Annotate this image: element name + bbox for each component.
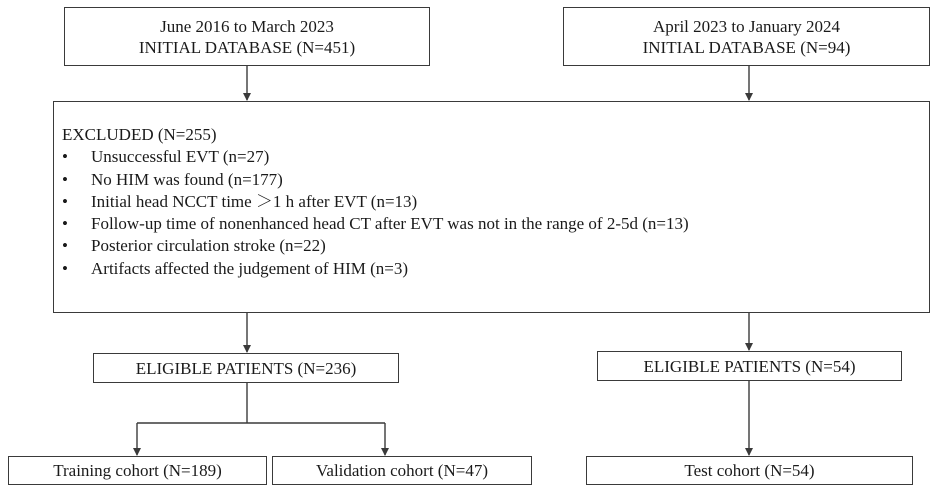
- excluded-item-text: Unsuccessful EVT (n=27): [91, 147, 270, 167]
- right-initial-database-box: [563, 7, 930, 66]
- bullet: •: [62, 169, 68, 189]
- excluded-item-text: Artifacts affected the judgement of HIM (n=3): [91, 258, 409, 278]
- excluded-item: [62, 169, 929, 191]
- bullet: •: [62, 236, 68, 256]
- left-db-count: INITIAL DATABASE (N=451): [138, 37, 356, 57]
- excluded-item: [62, 258, 929, 280]
- bullet: •: [62, 191, 68, 211]
- excluded-item-text: Initial head NCCT time ＞1 h after EVT (n=13): [91, 191, 418, 211]
- excluded-item-text: No HIM was found (n=177): [91, 169, 283, 189]
- test-cohort-box: [586, 456, 913, 485]
- excluded-item-text: Follow-up time of nonenhanced head CT after EVT was not in the range of 2-5d (n=13): [91, 214, 689, 234]
- test-cohort-label: Test cohort (N=54): [684, 461, 815, 480]
- training-cohort-label: Training cohort (N=189): [53, 461, 222, 480]
- right-db-period: April 2023 to January 2024: [653, 16, 840, 36]
- excluded-item: [62, 235, 929, 257]
- left-db-period: June 2016 to March 2023: [160, 16, 334, 36]
- validation-cohort-label: Validation cohort (N=47): [316, 461, 488, 480]
- eligible-left-label: ELIGIBLE PATIENTS (N=236): [135, 358, 357, 378]
- excluded-box: [53, 101, 930, 313]
- excluded-title: EXCLUDED (N=255): [62, 125, 217, 144]
- right-db-count: INITIAL DATABASE (N=94): [642, 37, 851, 57]
- excluded-item: [62, 191, 929, 213]
- eligible-right-box: [597, 351, 902, 381]
- bullet: •: [62, 147, 68, 167]
- eligible-right-label: ELIGIBLE PATIENTS (N=54): [643, 356, 856, 376]
- excluded-list: [62, 146, 929, 280]
- bullet: •: [62, 214, 68, 234]
- validation-cohort-box: [272, 456, 532, 485]
- training-cohort-box: [8, 456, 267, 485]
- excluded-item: [62, 213, 929, 235]
- excluded-item: [62, 146, 929, 168]
- excluded-item-text: Posterior circulation stroke (n=22): [91, 236, 326, 256]
- eligible-left-box: [93, 353, 399, 383]
- left-initial-database-box: [64, 7, 430, 66]
- bullet: •: [62, 258, 68, 278]
